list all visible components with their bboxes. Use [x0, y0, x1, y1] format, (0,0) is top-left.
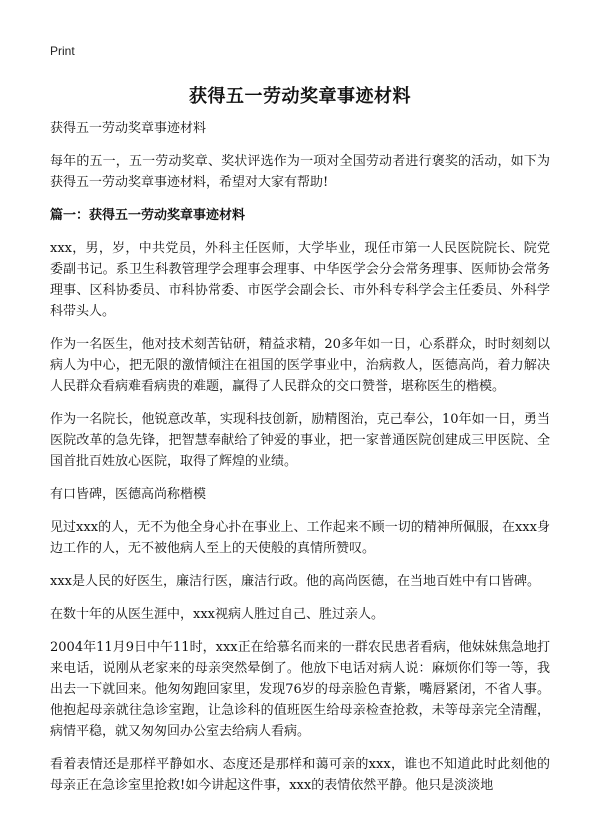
paragraph-subheading: 有口皆碑，医德高尚称楷模 — [50, 487, 207, 502]
document-subtitle: 获得五一劳动奖章事迹材料 — [50, 121, 207, 136]
paragraph-1: xxx，男，岁，中共党员，外科主任医师，大学毕业，现任市第一人民医院院长、院党委副书记。系卫生科教管理学会理事会理事、中华医学会分会常务理事、医师协会常务理事、区科协委员、市科协常委、市医学会副会长、市外科专科学会主任委员、外科学科带头人。 — [50, 241, 550, 319]
document-title: 获得五一劳动奖章事迹材料 — [189, 86, 411, 107]
section-heading: 篇一：获得五一劳动奖章事迹材料 — [50, 208, 246, 223]
intro-paragraph: 每年的五一，五一劳动奖章、奖状评选作为一项对全国劳动者进行褒奖的活动，如下为获得五一劳动奖章事迹材料，希望对大家有帮助! — [50, 154, 550, 190]
paragraph-3: 作为一名院长，他锐意改革，实现科技创新，励精图治，克己奉公，10年如一日，勇当医院改革的急先锋，把智慧奉献给了钟爱的事业，把一家普通医院创建成三甲医院、全国首批百姓放心医院，取得了辉煌的业绩。 — [50, 412, 550, 469]
document-body — [50, 118, 550, 808]
paragraph-6: 在数十年的从医生涯中，xxx视病人胜过自己、胜过亲人。 — [50, 607, 384, 622]
paragraph-5: xxx是人民的好医生，廉洁行医，廉洁行政。他的高尚医德，在当地百姓中有口皆碑。 — [50, 574, 540, 589]
paragraph-4: 见过xxx的人，无不为他全身心扑在事业上、工作起来不顾一切的精神所佩服，在xxx身边工作的人，无不被他病人至上的天使般的真情所赞叹。 — [50, 520, 550, 556]
paragraph-8: 看着表情还是那样平静如水、态度还是那样和蔼可亲的xxx，谁也不知道此时此刻他的母亲正在急诊室里抢救!如今讲起这件事，xxx的表情依然平静。他只是淡淡地 — [50, 757, 550, 793]
print-link[interactable]: Print — [50, 44, 75, 58]
paragraph-7: 2004年11月9日中午11时，xxx正在给慕名而来的一群农民患者看病，他妹妹焦急地打来电话，说刚从老家来的母亲突然晕倒了。他放下电话对病人说：麻烦你们等一等，我出去一下就回来。他匆匆跑回家里，发现76岁的母亲脸色青紫，嘴唇紧闭，不省人事。他抱起母亲就往急诊室跑，让急诊科的值班医生给母亲检查抢救，未等母亲完全清醒，病情平稳，就又匆匆回办公室去给病人看病。 — [50, 640, 550, 739]
paragraph-2: 作为一名医生，他对技术刻苦钻研，精益求精，20多年如一日，心系群众，时时刻刻以病人为中心，把无限的激情倾注在祖国的医学事业中，治病救人，医德高尚，着力解决人民群众看病难看病贵的难题，赢得了人民群众的交口赞誉，堪称医生的楷模。 — [50, 337, 550, 394]
